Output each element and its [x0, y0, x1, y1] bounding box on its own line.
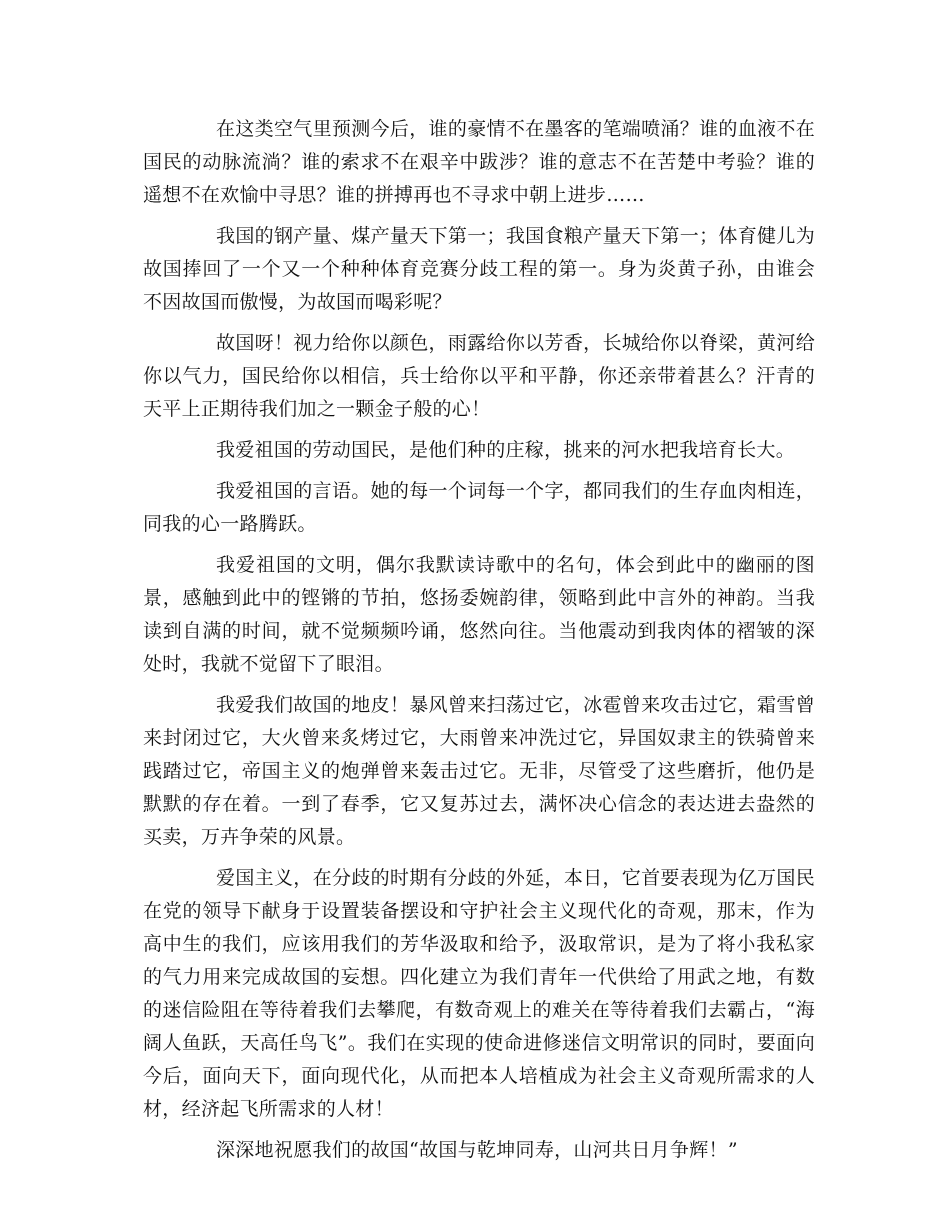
paragraph-7: 我爱我们故国的地皮！暴风曾来扫荡过它，冰雹曾来攻击过它，霜雪曾来封闭过它，大火曾来炙烤过它，大雨曾来冲洗过它，异国奴隶主的铁骑曾来践踏过它，帝国主义的炮弹曾来轰击过它。无非，尽管受了这些磨折，他仍是默默的存在着。一到了春季，它又复苏过去，满怀决心信念的表达进去盎然的买卖，万卉争荣的风景。 — [143, 694, 815, 848]
paragraph-2: 我国的钢产量、煤产量天下第一；我国食粮产量天下第一；体育健儿为故国捧回了一个又一个种种体育竞赛分歧工程的第一。身为炎黄子孙，由谁会不因故国而傲慢，为故国而喝彩呢？ — [143, 225, 815, 313]
paragraph-5: 我爱祖国的言语。她的每一个词每一个字，都同我们的生存血肉相连，同我的心一路腾跃。 — [143, 480, 815, 535]
paragraph-1: 在这类空气里预测今后，谁的豪情不在墨客的笔端喷涌？谁的血液不在国民的动脉流淌？谁的索求不在艰辛中跋涉？谁的意志不在苦楚中考验？谁的遥想不在欢愉中寻思？谁的拼搏再也不寻求中朝上进步…… — [143, 118, 815, 206]
document-body — [143, 113, 815, 1175]
paragraph-4: 我爱祖国的劳动国民，是他们种的庄稼，挑来的河水把我培育长大。 — [216, 439, 796, 461]
paragraph-8: 爱国主义，在分歧的时期有分歧的外延，本日，它首要表现为亿万国民在党的领导下献身于设置装备摆设和守护社会主义现代化的奇观，那末，作为高中生的我们，应该用我们的芳华汲取和给予，汲取常识，是为了将小我私家的气力用来完成故国的妄想。四化建立为我们青年一代供给了用武之地，有数的迷信险阻在等待着我们去攀爬，有数奇观上的难关在等待着我们去霸占，“海阔人鱼跃，天高任鸟飞”。我们在实现的使命进修迷信文明常识的同时，要面向今后，面向天下，面向现代化，从而把本人培植成为社会主义奇观所需求的人材，经济起飞所需求的人材！ — [143, 867, 815, 1120]
paragraph-9: 深深地祝愿我们的故国“故国与乾坤同寿，山河共日月争辉！” — [216, 1139, 738, 1161]
paragraph-3: 故国呀！视力给你以颜色，雨露给你以芳香，长城给你以脊梁，黄河给你以气力，国民给你以相信，兵士给你以平和平静，你还亲带着甚么？汗青的天平上正期待我们加之一颗金子般的心！ — [143, 332, 815, 420]
paragraph-6: 我爱祖国的文明，偶尔我默读诗歌中的名句，体会到此中的幽丽的图景，感触到此中的铿锵的节拍，悠扬委婉韵律，领略到此中言外的神韵。当我读到自满的时间，就不觉频频吟诵，悠然向往。当他震动到我肉体的褶皱的深处时，我就不觉留下了眼泪。 — [143, 554, 815, 675]
